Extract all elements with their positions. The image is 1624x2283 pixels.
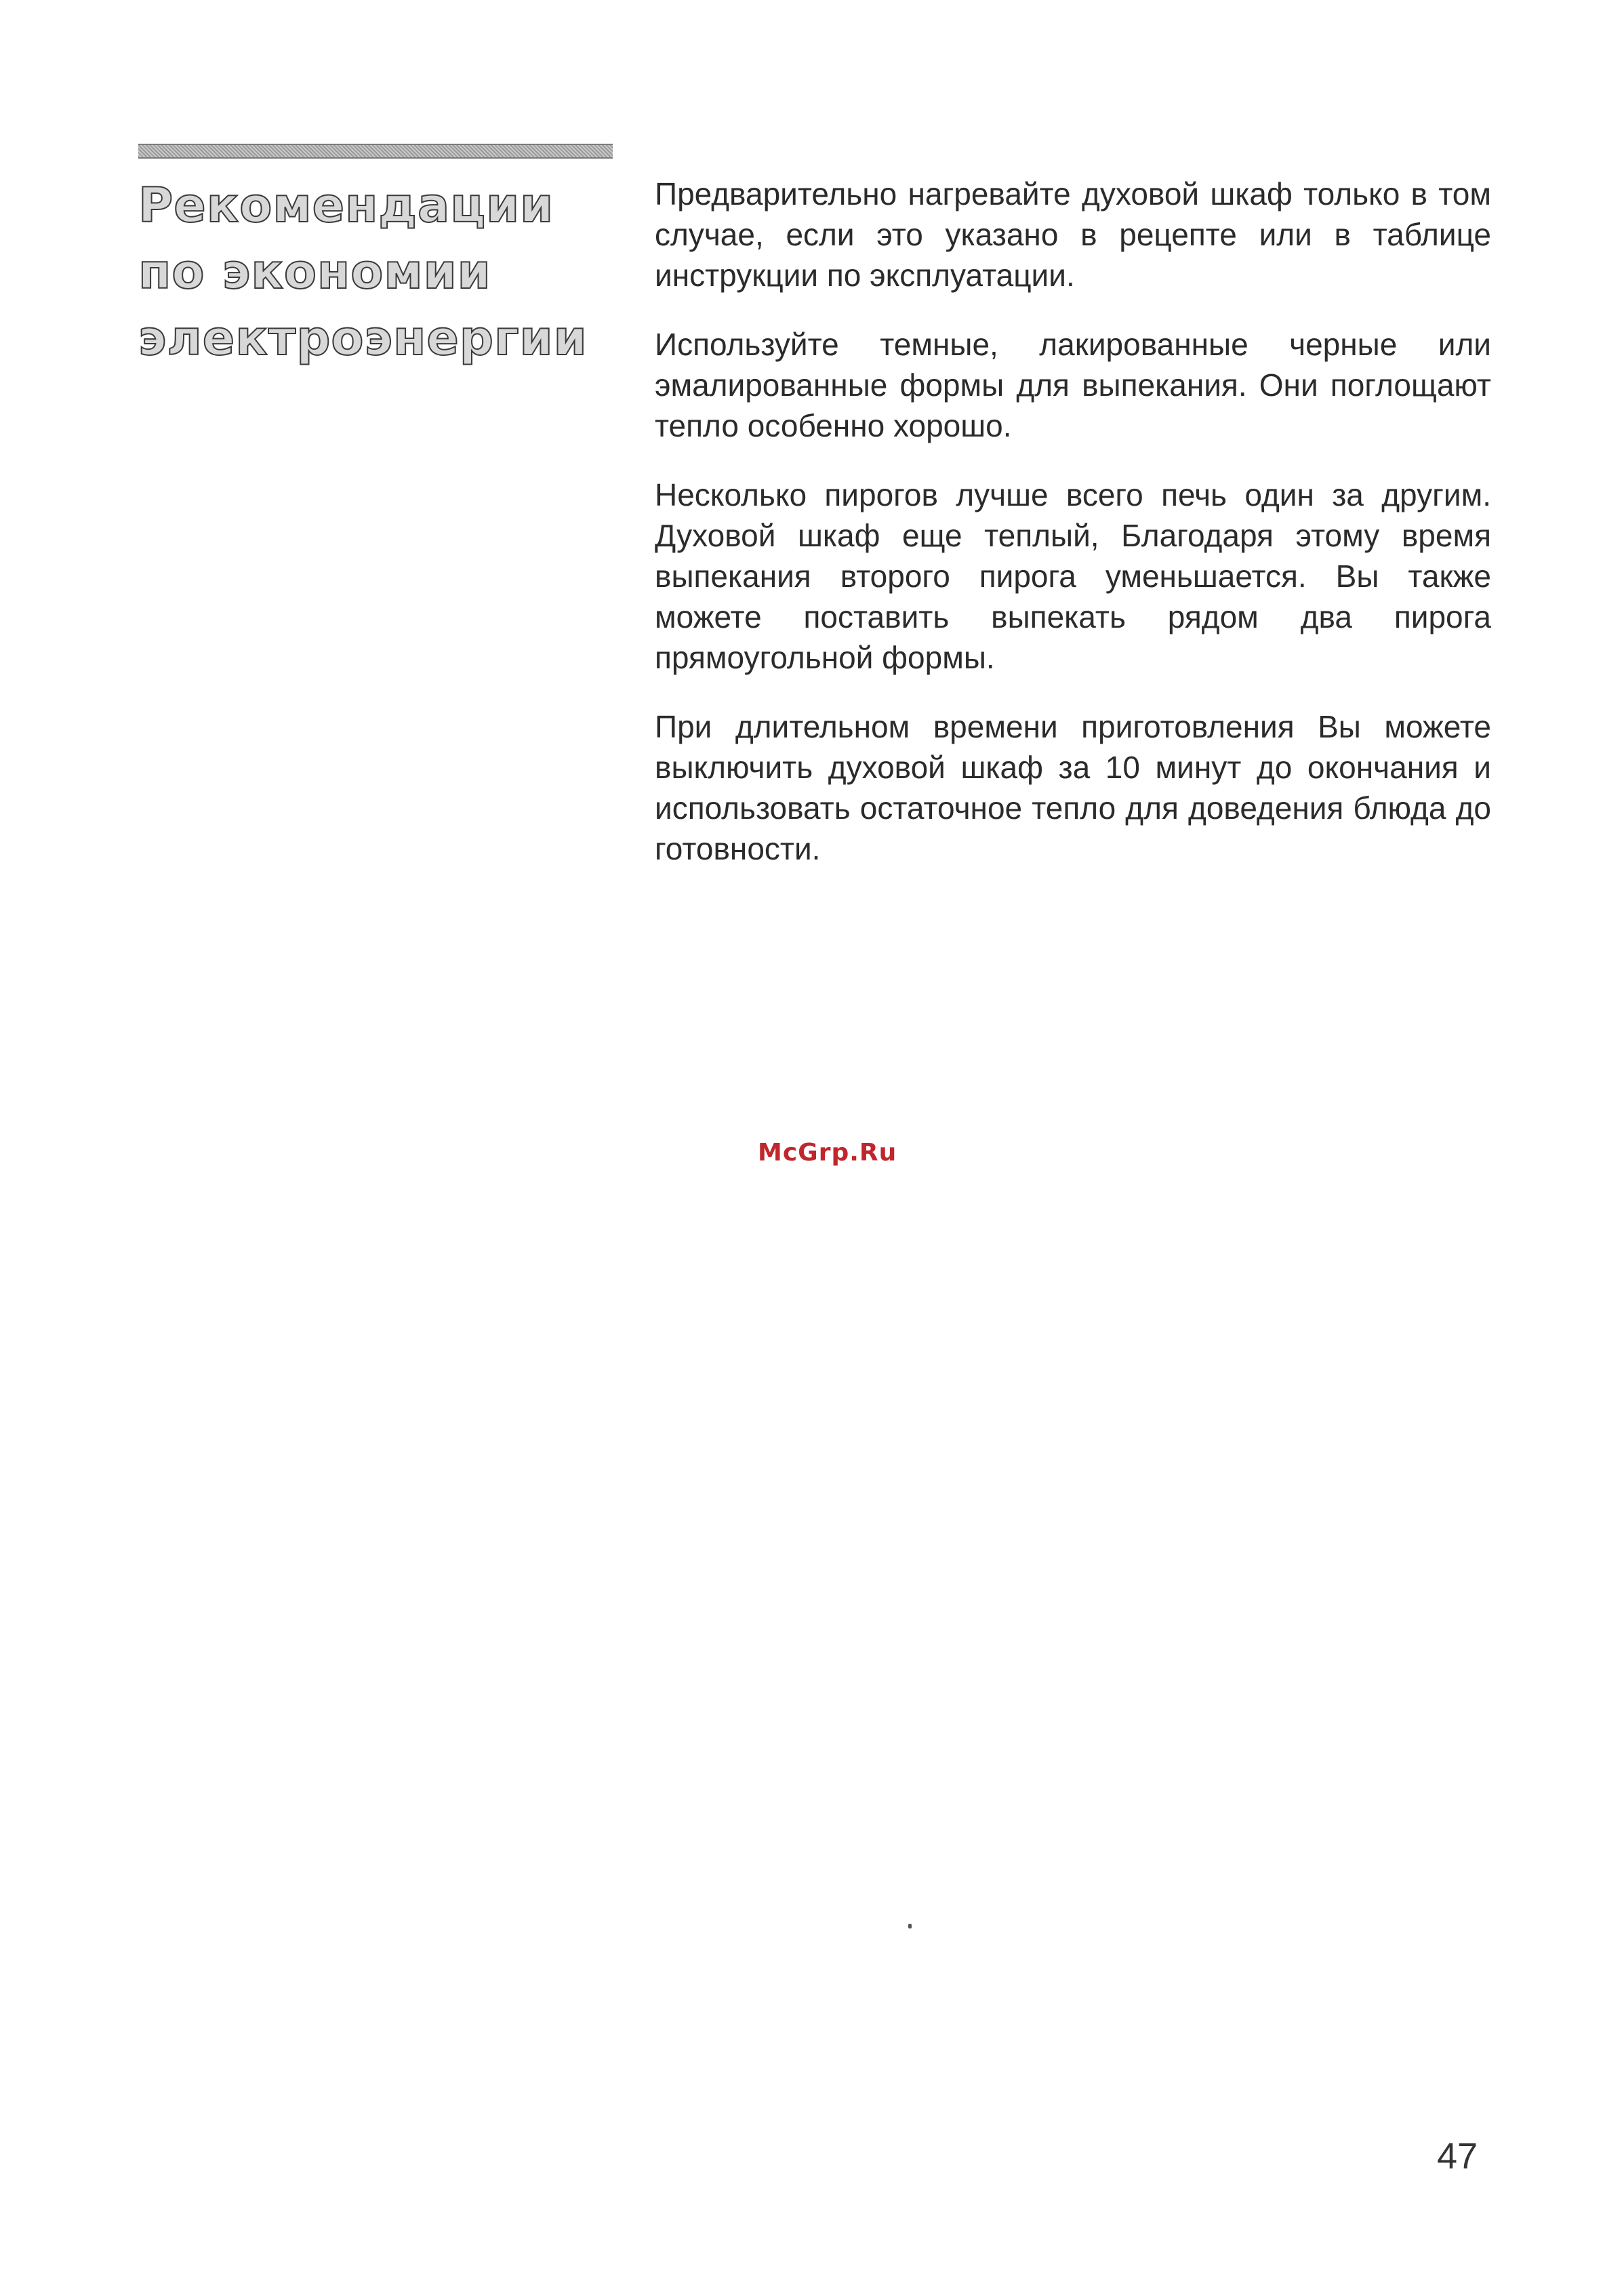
- scan-speck: [908, 1924, 912, 1928]
- paragraph-preheat: Предварительно нагревайте духовой шкаф только в том случае, если это указано в рецепте или в таблице инструкции по эксплуатации.: [655, 176, 1491, 293]
- paragraph-several-pies: Несколько пирогов лучше всего печь один за другим. Духовой шкаф еще теплый, Благодаря этому время выпекания второго пирога уменьшается. Вы также можете поставить выпекать рядом два пирога прямоугольной формы.: [655, 477, 1491, 675]
- section-header-bar: [138, 144, 613, 159]
- watermark-link[interactable]: McGrp.Ru: [758, 1139, 897, 1167]
- paragraph-dark-forms: Используйте темные, лакированные черные или эмалированные формы для выпекания. Они поглощают тепло особенно хорошо.: [655, 327, 1491, 443]
- body-text-column: [655, 174, 1491, 897]
- section-title-line-1: Рекомендации: [138, 178, 554, 233]
- section-title: [138, 172, 626, 371]
- paragraph-residual-heat: При длительном времени приготовления Вы можете выключить духовой шкаф за 10 минут до окончания и использовать остаточное тепло для доведения блюда до готовности.: [655, 709, 1491, 866]
- section-title-line-3: электроэнергии: [138, 310, 588, 366]
- page-number: 47: [1437, 2136, 1478, 2177]
- section-title-line-2: по экономии: [138, 244, 491, 300]
